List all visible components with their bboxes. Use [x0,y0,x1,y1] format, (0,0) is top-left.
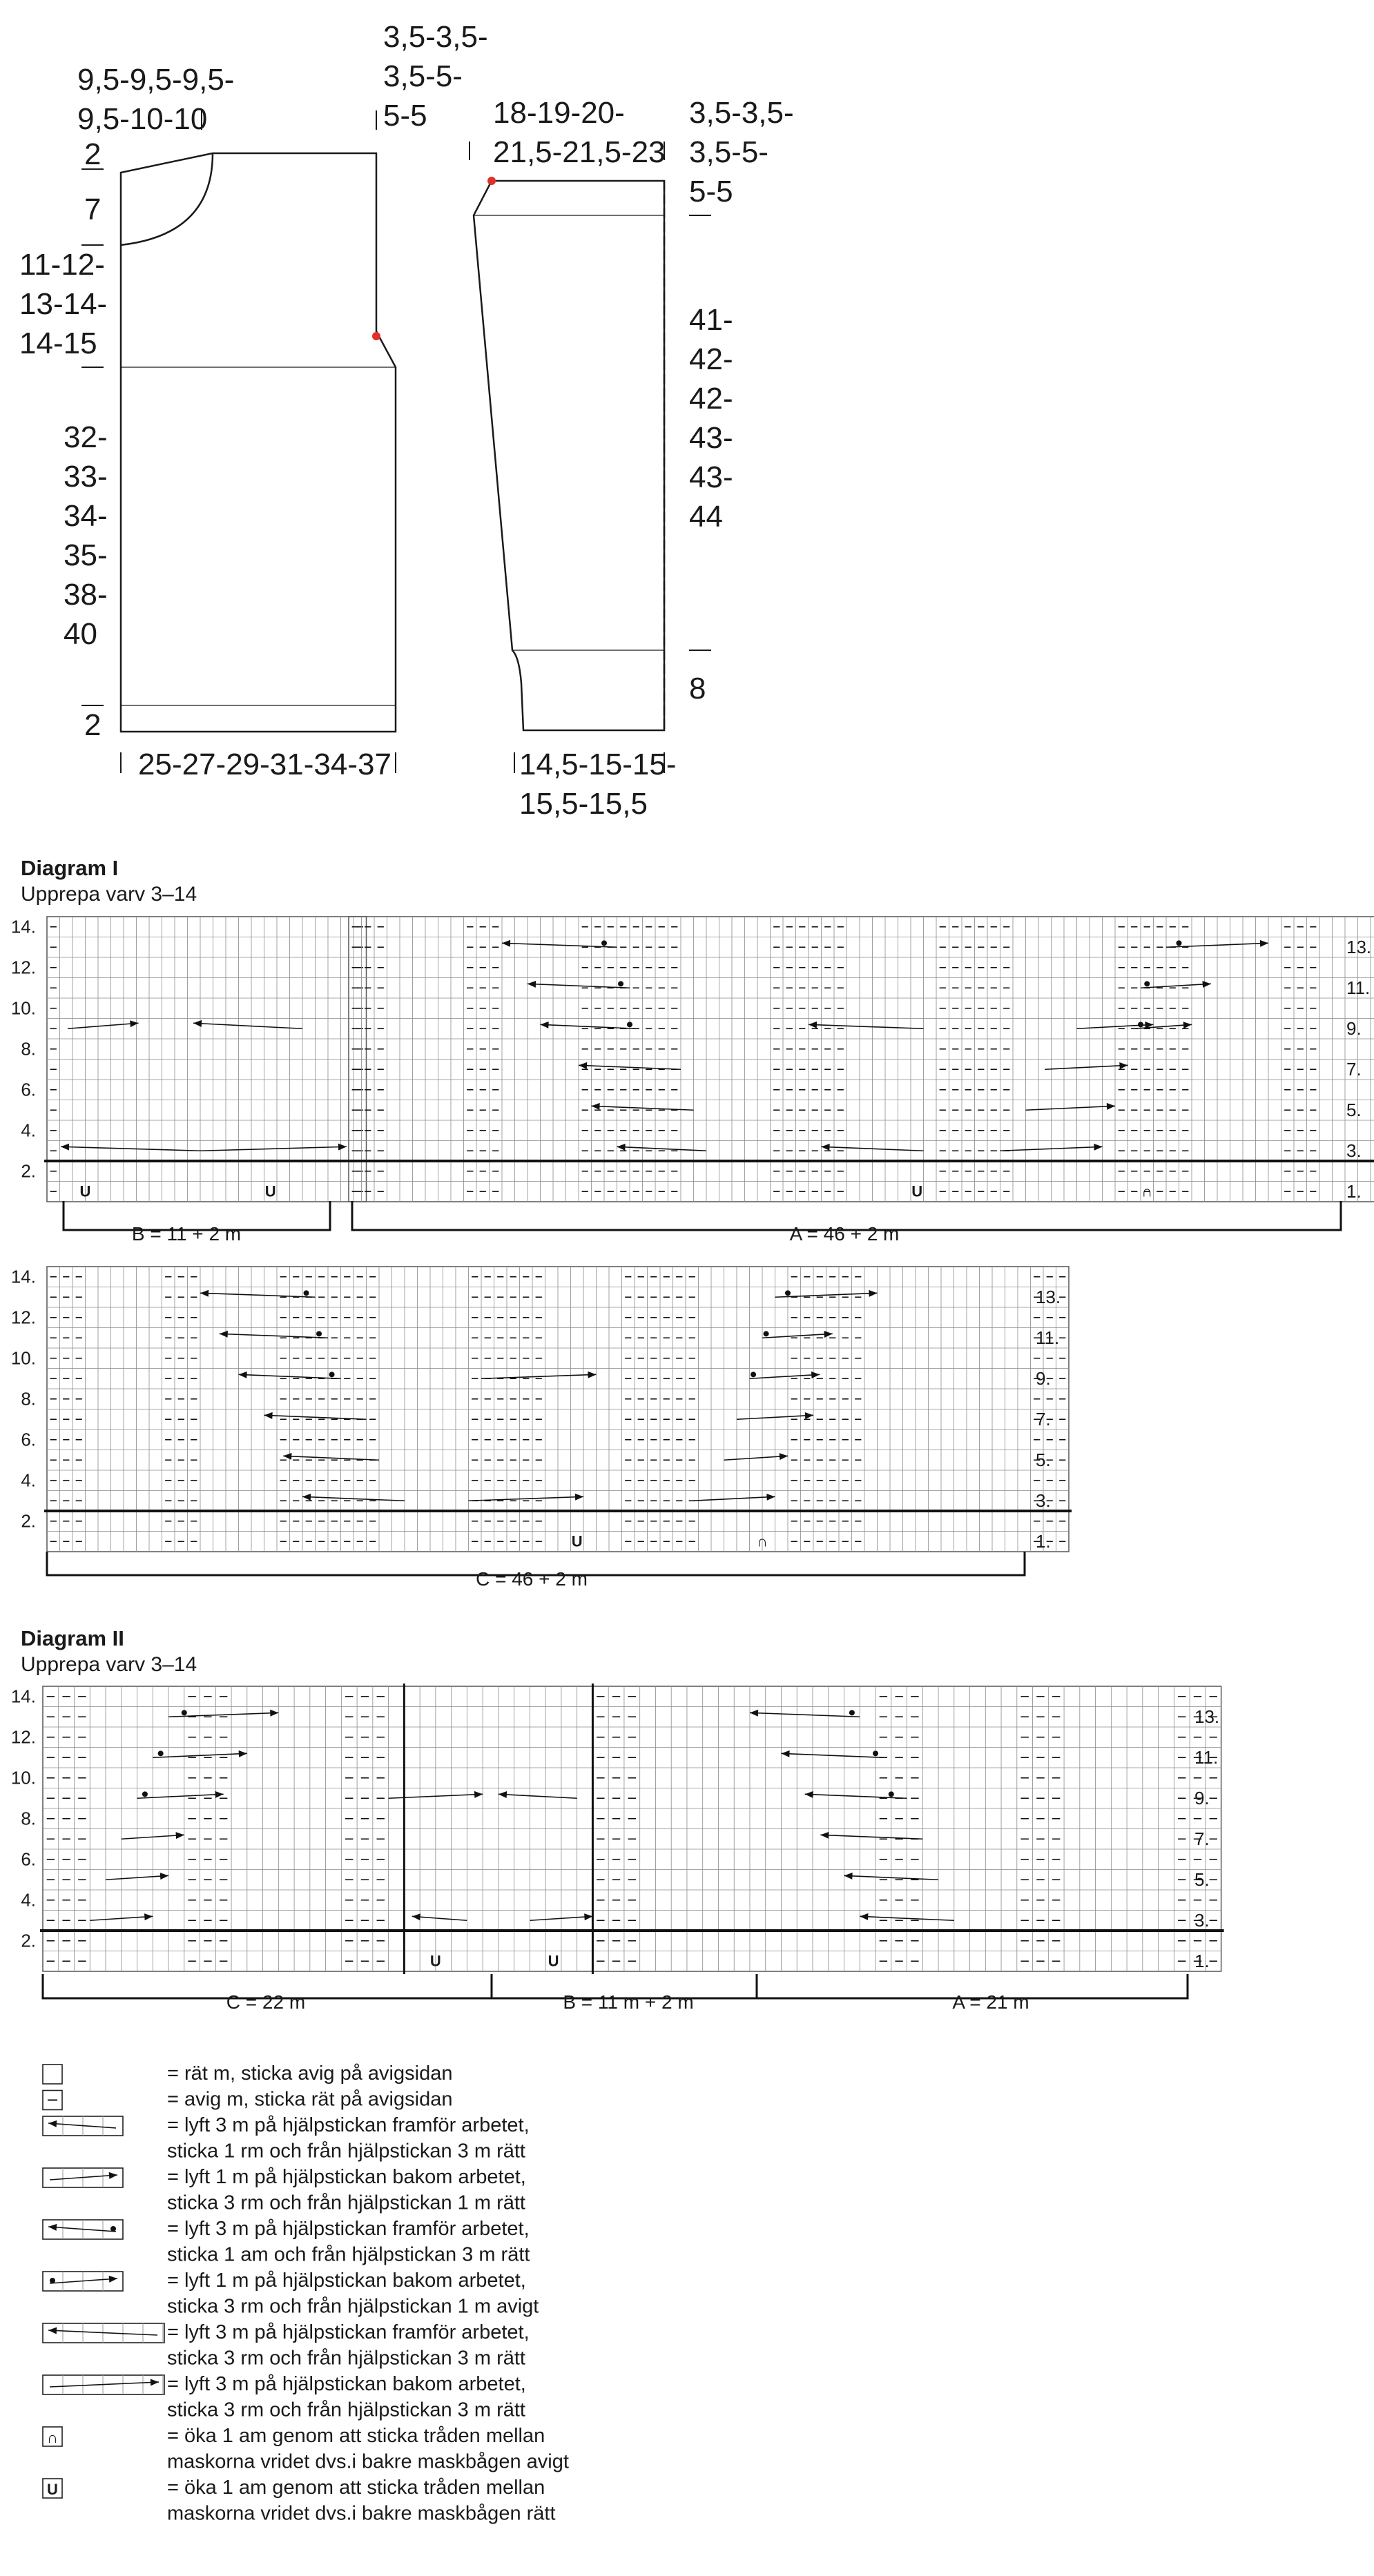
row-number: 9. [1036,1368,1051,1389]
label-line: 9,5-9,5-9,5- [77,63,235,97]
sleeve-cap-label [689,96,794,208]
label-line: 43- [689,460,733,494]
cable-arrow-head [860,1913,868,1920]
row-number: 7. [1036,1409,1051,1430]
label-line: 34- [64,499,108,533]
purl-dot [316,1331,322,1336]
inc-knit-icon: U [429,1952,441,1970]
cable-arrow-head [193,1020,202,1027]
label-line: 32- [64,420,108,454]
row-number: 6. [21,1079,36,1100]
body-length-label [64,420,108,651]
body-schematic [81,110,396,773]
row-number: 12. [10,957,36,978]
cable-arrow-line [1026,1106,1116,1110]
cable-arrow-head [283,1453,291,1460]
label-line: 35- [64,538,108,572]
cable-arrow-head [1202,981,1210,988]
label-line: 3,5-5- [689,135,768,169]
label-line: 8 [689,672,706,705]
label-line: 41- [689,303,733,337]
cable-arrow-line [750,1713,860,1717]
legend-item-cable-1p-3-back [43,2270,539,2318]
label-line: 14,5-15-15- [519,748,677,781]
label-line: 11-12- [19,248,105,282]
legend-text: sticka 1 rm och från hjälpstickan 3 m rätt [167,2140,525,2163]
legend-text: = lyft 3 m på hjälpstickan bakom arbetet, [167,2373,526,2395]
inc-purl-icon: ∩ [1141,1182,1153,1200]
legend-item-purl-dash [43,2089,452,2111]
legend-swatch [43,2065,62,2084]
legend-item-inc-knit [43,2477,556,2525]
legend-item-cable-3-3-front [43,2321,530,2370]
label-line: 42- [689,382,733,416]
cable-arrow-line [781,1753,883,1757]
row-number: 7. [1346,1059,1362,1080]
label-line: 15,5-15,5 [519,787,648,821]
cable-arrow-head [239,1372,247,1378]
cable-arrow-line [750,1374,820,1378]
cable-arrow-line [200,1293,316,1297]
legend-text: = lyft 1 m på hjälpstickan bakom arbetet, [167,2270,526,2292]
cable-arrow-head [781,1750,789,1757]
cable-arrow-head [805,1412,813,1419]
inc-knit-icon: U [264,1182,276,1200]
cable-arrow-head [1107,1103,1115,1110]
chart-c-grid [44,1267,1072,1552]
legend-text: = lyft 3 m på hjälpstickan framför arbetet, [167,2321,530,2343]
cable-arrow-head [499,1791,507,1798]
row-number: 4. [21,1120,36,1141]
label-line: 5-5 [383,99,427,133]
label-line: 2 [84,137,101,171]
chart-a-grid [346,917,1374,1202]
purl-dot [889,1791,894,1797]
legend-text: maskorna vridet dvs.i bakre maskbågen rätt [167,2502,556,2525]
purl-dot [1177,940,1182,946]
label-line: 43- [689,421,733,455]
body-neck-width-label [77,63,234,136]
row-number: 4. [21,1470,36,1491]
cable-arrow-line [820,1835,922,1839]
diagram1-title: Diagram I [21,856,119,880]
purl-dot [158,1750,164,1756]
legend-item-cable-3-1p-front [43,2218,530,2266]
body-neck-depth-top-label [84,137,101,171]
row-number: 8. [21,1388,36,1409]
cable-arrow-head [588,1372,596,1378]
label-line: 3,5-3,5- [689,96,794,130]
cable-arrow-line [1141,984,1211,988]
purl-dot [751,1372,756,1377]
diagram1-caption-a: A = 46 + 2 m [789,1223,900,1245]
cable-arrow-head [824,1331,832,1338]
purl-dot [182,1710,187,1715]
legend-text: = öka 1 am genom att sticka tråden mellan [167,2477,545,2499]
legend-text: sticka 1 am och från hjälpstickan 3 m rätt [167,2243,530,2266]
purl-dot [764,1331,769,1336]
cable-arrow-head [160,1873,168,1880]
cable-arrow-head [502,940,510,947]
cable-arrow-head [869,1290,877,1297]
cable-arrow-line [61,1146,200,1151]
cable-arrow-line [1045,1065,1128,1069]
label-line: 18-19-20- [493,96,625,130]
cable-arrow-head [220,1331,228,1338]
label-line: 3,5-3,5- [383,20,488,54]
purl-dot [304,1290,309,1296]
sleeve-schematic [470,142,711,773]
row-number: 9. [1346,1018,1362,1040]
chart-diagram2-grid [40,1686,1224,1971]
cable-arrow-head [579,1062,587,1069]
cable-arrow-line [469,1496,584,1501]
purl-dot [849,1710,855,1715]
row-number: 6. [21,1429,36,1450]
body-neck-depth-label [84,193,101,226]
cable-arrow-head [820,1832,829,1839]
cable-arrow-head [584,1913,592,1920]
body-rib-label [84,708,101,742]
cable-arrow-head [200,1290,209,1297]
cable-arrow-head [809,1022,817,1028]
purl-dot [329,1372,335,1377]
cable-arrow-line [481,1374,597,1378]
legend-text: maskorna vridet dvs.i bakre maskbågen avigt [167,2450,569,2473]
cable-arrow-head [474,1791,483,1798]
cable-arrow-head [575,1494,583,1501]
row-number: 11. [1194,1747,1219,1768]
cable-arrow-head [617,1144,626,1151]
row-number: 5. [1194,1869,1210,1891]
legend-item-inc-purl [43,2425,569,2473]
row-number: 10. [10,1347,36,1369]
legend-text: = lyft 1 m på hjälpstickan bakom arbetet, [167,2166,526,2188]
diagram2-charts [40,1684,1224,1998]
legend-text: sticka 3 rm och från hjälpstickan 1 m avigt [167,2295,539,2318]
row-number: 11. [1036,1327,1060,1349]
legend-text: sticka 3 rm och från hjälpstickan 1 m rätt [167,2192,525,2214]
body-width-label [138,748,391,781]
diagram2-caption-c: C = 22 m [226,1991,306,2013]
label-line: 40 [64,617,97,651]
cable-arrow-line [809,1024,924,1028]
diagram2-title: Diagram II [21,1626,124,1650]
purl-dot [618,981,623,986]
cable-arrow-head [215,1791,223,1798]
row-number: 2. [21,1930,36,1951]
inc-knit-icon: U [548,1952,559,1970]
row-number: 12. [10,1307,36,1328]
cable-arrow-head [1260,940,1268,947]
cable-arrow-head [541,1022,549,1028]
legend-text: sticka 3 rm och från hjälpstickan 3 m rätt [167,2399,525,2421]
row-number: 2. [21,1160,36,1182]
row-number: 9. [1194,1788,1210,1809]
label-line: 5-5 [689,175,733,208]
cable-arrow-line [692,1496,775,1501]
cable-arrow-line [502,943,617,947]
sleeve-cuff-label [689,672,706,705]
cable-arrow-line [68,1023,139,1028]
row-number: 13. [1346,937,1372,958]
purl-dot [1144,981,1150,986]
label-line: 44 [689,500,723,534]
cable-arrow-head [766,1494,775,1501]
label-line: 9,5-10-10 [77,102,208,136]
row-number: 5. [1036,1450,1051,1471]
label-line: 3,5-5- [383,59,463,93]
row-number: 14. [10,916,36,937]
inc-purl-icon: ∩ [47,2429,58,2446]
row-number: 7. [1194,1828,1210,1850]
chart-b-grid [44,917,369,1202]
body-armhole-label [19,248,107,360]
row-number: 3. [1194,1910,1210,1931]
sleeve-marker-dot [487,177,496,185]
row-number: 8. [21,1808,36,1829]
inc-purl-icon: ∩ [757,1532,768,1550]
cable-arrow-head [61,1144,69,1151]
purl-dot [627,1022,632,1027]
cable-arrow-head [264,1412,273,1419]
legend-text: = lyft 3 m på hjälpstickan framför arbetet, [167,2114,530,2136]
row-number: 5. [1346,1100,1362,1121]
purl-dot [142,1791,148,1797]
cable-arrow-line [762,1334,833,1338]
cable-arrow-line [617,1146,707,1151]
cable-arrow-head [844,1873,853,1880]
legend-text: = lyft 3 m på hjälpstickan framför arbetet, [167,2218,530,2240]
cable-arrow-line [137,1794,224,1798]
legend-text: = öka 1 am genom att sticka tråden mellan [167,2425,545,2447]
cable-arrow-head [780,1453,788,1460]
cable-arrow-line [193,1023,302,1028]
label-line: 33- [64,460,108,494]
cable-arrow-line [541,1024,637,1028]
row-number: 13. [1036,1287,1061,1308]
diagram2-subtitle: Upprepa varv 3–14 [21,1653,197,1676]
cable-arrow-head [175,1832,184,1839]
label-line: 42- [689,342,733,376]
label-line: 38- [64,578,108,612]
cable-arrow-line [499,1794,577,1798]
cable-arrow-head [130,1020,138,1027]
row-number: 4. [21,1889,36,1911]
row-number: 1. [1346,1181,1362,1202]
label-line: 2 [84,708,101,742]
diagram1-caption-c: C = 46 + 2 m [476,1568,588,1590]
cable-arrow-line [200,1146,347,1151]
row-number: 14. [10,1686,36,1707]
sleeve-bottom-width-label [519,748,676,821]
legend-item-cable-3-3-back [43,2373,526,2421]
row-number: 1. [1036,1531,1051,1552]
label-line: 25-27-29-31-34-37 [138,748,391,781]
row-number: 6. [21,1848,36,1870]
row-number: 13. [1194,1706,1220,1728]
sleeve-top-width-label [493,96,666,169]
label-line: 14-15 [19,326,97,360]
diagram2-caption-a: A = 21 m [952,1991,1029,2013]
cable-arrow-head [822,1144,830,1151]
label-line: 7 [84,193,101,226]
body-marker-dot [372,332,380,340]
cable-arrow-line [220,1334,328,1338]
purl-dot [50,2278,55,2283]
cable-arrow-head [1183,1022,1192,1028]
purl-dot [873,1750,878,1756]
cable-arrow-head [338,1144,347,1151]
diagram1-charts [44,917,1374,1575]
inc-knit-icon: U [47,2481,58,2498]
legend-item-cable-1-3-back [43,2166,526,2214]
legend-text: sticka 3 rm och från hjälpstickan 3 m rätt [167,2347,525,2370]
legend-item-knit-square [43,2062,452,2085]
cable-arrow-head [1119,1062,1128,1069]
inc-knit-icon: U [571,1532,583,1550]
body-shoulder-label [383,20,488,133]
row-number: 3. [1036,1490,1051,1512]
row-number: 2. [21,1510,36,1532]
purl-dot [785,1290,791,1296]
diagram2-caption-b: B = 11 m + 2 m [563,1991,694,2013]
label-line: 21,5-21,5-23 [493,135,666,169]
row-number: 3. [1346,1140,1362,1162]
label-line: 13-14- [19,287,108,321]
cable-arrow-head [239,1750,247,1757]
row-number: 14. [10,1266,36,1287]
purl-dot [110,2226,116,2232]
cable-arrow-head [302,1494,311,1501]
diagram1-caption-b: B = 11 + 2 m [131,1223,242,1245]
cable-arrow-head [270,1710,278,1717]
symbol-legend [43,2062,569,2525]
diagram1-subtitle: Upprepa varv 3–14 [21,883,197,906]
cable-arrow-head [412,1913,420,1920]
row-number: 11. [1346,977,1371,999]
legend-item-cable-3-1-front [43,2114,530,2163]
purl-dot [601,940,607,946]
row-number: 10. [10,1767,36,1788]
cable-arrow-head [805,1791,813,1798]
cable-arrow-head [528,981,536,988]
legend-text: = rät m, sticka avig på avigsidan [167,2062,453,2085]
body-outline [121,153,396,732]
row-number: 12. [10,1726,36,1748]
row-number: 10. [10,997,36,1019]
purl-dot [1138,1022,1143,1027]
cable-arrow-head [750,1710,758,1717]
inc-knit-icon: U [79,1182,91,1200]
inc-knit-icon: U [911,1182,923,1200]
neckline-curve [121,153,213,245]
cable-arrow-head [811,1372,820,1378]
cable-arrow-head [144,1913,153,1920]
cable-arrow-line [724,1456,788,1460]
sleeve-length-label [689,303,733,534]
row-number: 1. [1194,1951,1210,1972]
legend-text: = avig m, sticka rät på avigsidan [167,2088,453,2111]
cable-arrow-line [283,1456,379,1460]
cable-arrow-head [1094,1144,1102,1151]
cable-arrow-head [592,1103,600,1110]
sleeve-outline [474,181,664,730]
row-number: 8. [21,1038,36,1060]
